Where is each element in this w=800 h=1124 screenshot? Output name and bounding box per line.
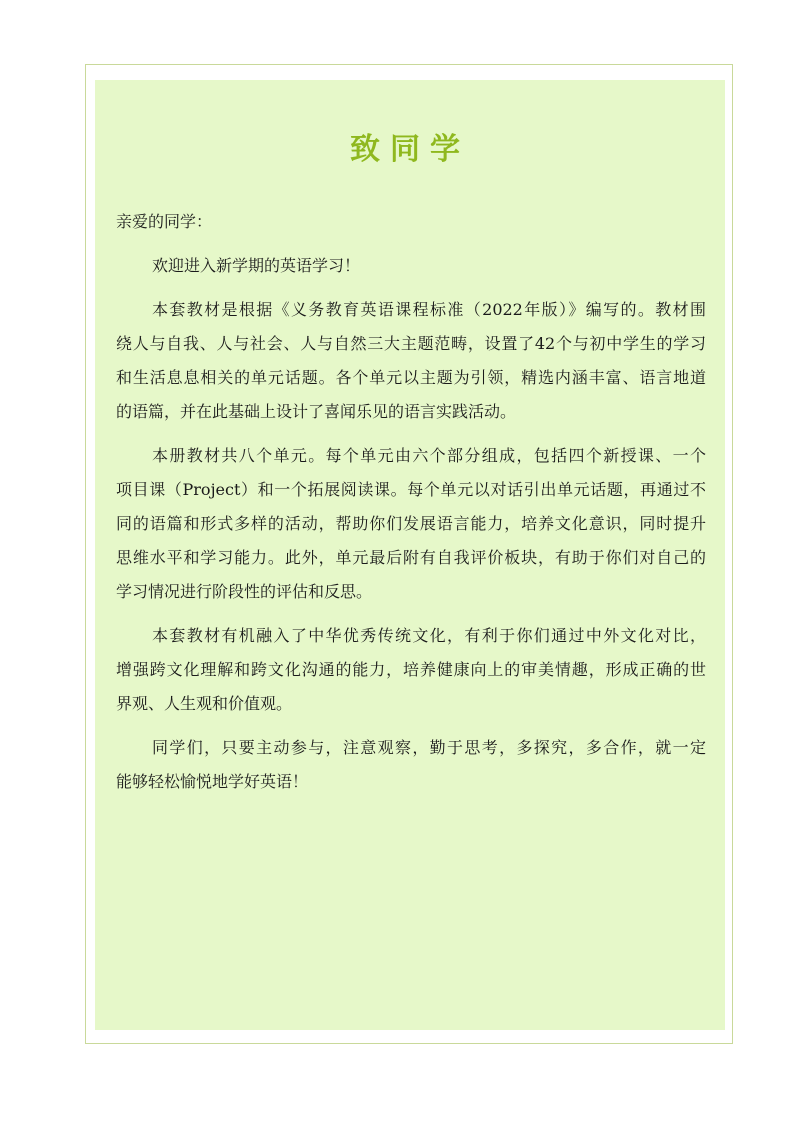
paragraph-line: 界观、人生观和价值观。 [116, 694, 293, 713]
paragraph-line: 本套教材有机融入了中华优秀传统文化，有利于你们通过中外文化对比， [152, 626, 706, 645]
greeting: 亲爱的同学： [116, 212, 213, 231]
paragraph-line: 欢迎进入新学期的英语学习！ [152, 256, 361, 275]
paragraph-welcome [116, 249, 706, 283]
paragraph-line: 本套教材是根据《义务教育英语课程标准（2022年版）》编写的。教材围 [152, 300, 706, 319]
paragraph-line: 和生活息息相关的单元话题。各个单元以主题为引领，精选内涵丰富、语言地道 [116, 368, 706, 387]
page-title: 致同学 [350, 132, 470, 167]
paragraph-line: 思维水平和学习能力。此外，单元最后附有自我评价板块，有助于你们对自己的 [116, 548, 706, 567]
paragraph-line: 学习情况进行阶段性的评估和反思。 [116, 582, 373, 601]
paragraph-line: 本册教材共八个单元。每个单元由六个部分组成，包括四个新授课、一个 [152, 446, 706, 465]
paragraph-line: 同的语篇和形式多样的活动，帮助你们发展语言能力，培养文化意识，同时提升 [116, 514, 706, 533]
paragraph-culture [116, 619, 706, 721]
letter-panel [95, 80, 725, 1030]
paragraph-line: 能够轻松愉悦地学好英语！ [116, 772, 309, 791]
paragraph-line: 绕人与自我、人与社会、人与自然三大主题范畴，设置了42个与初中学生的学习 [116, 334, 706, 353]
letter-body [116, 205, 706, 799]
paragraph-line: 的语篇，并在此基础上设计了喜闻乐见的语言实践活动。 [116, 402, 517, 421]
paragraph-units [116, 439, 706, 609]
paragraph-line: 同学们，只要主动参与，注意观察，勤于思考，多探究，多合作，就一定 [152, 738, 706, 757]
paragraph-line: 增强跨文化理解和跨文化沟通的能力，培养健康向上的审美情趣，形成正确的世 [116, 660, 706, 679]
paragraph-line: 项目课（Project）和一个拓展阅读课。每个单元以对话引出单元话题，再通过不 [116, 480, 706, 499]
paragraph-textbook-basis [116, 293, 706, 429]
paragraph-closing [116, 731, 706, 799]
